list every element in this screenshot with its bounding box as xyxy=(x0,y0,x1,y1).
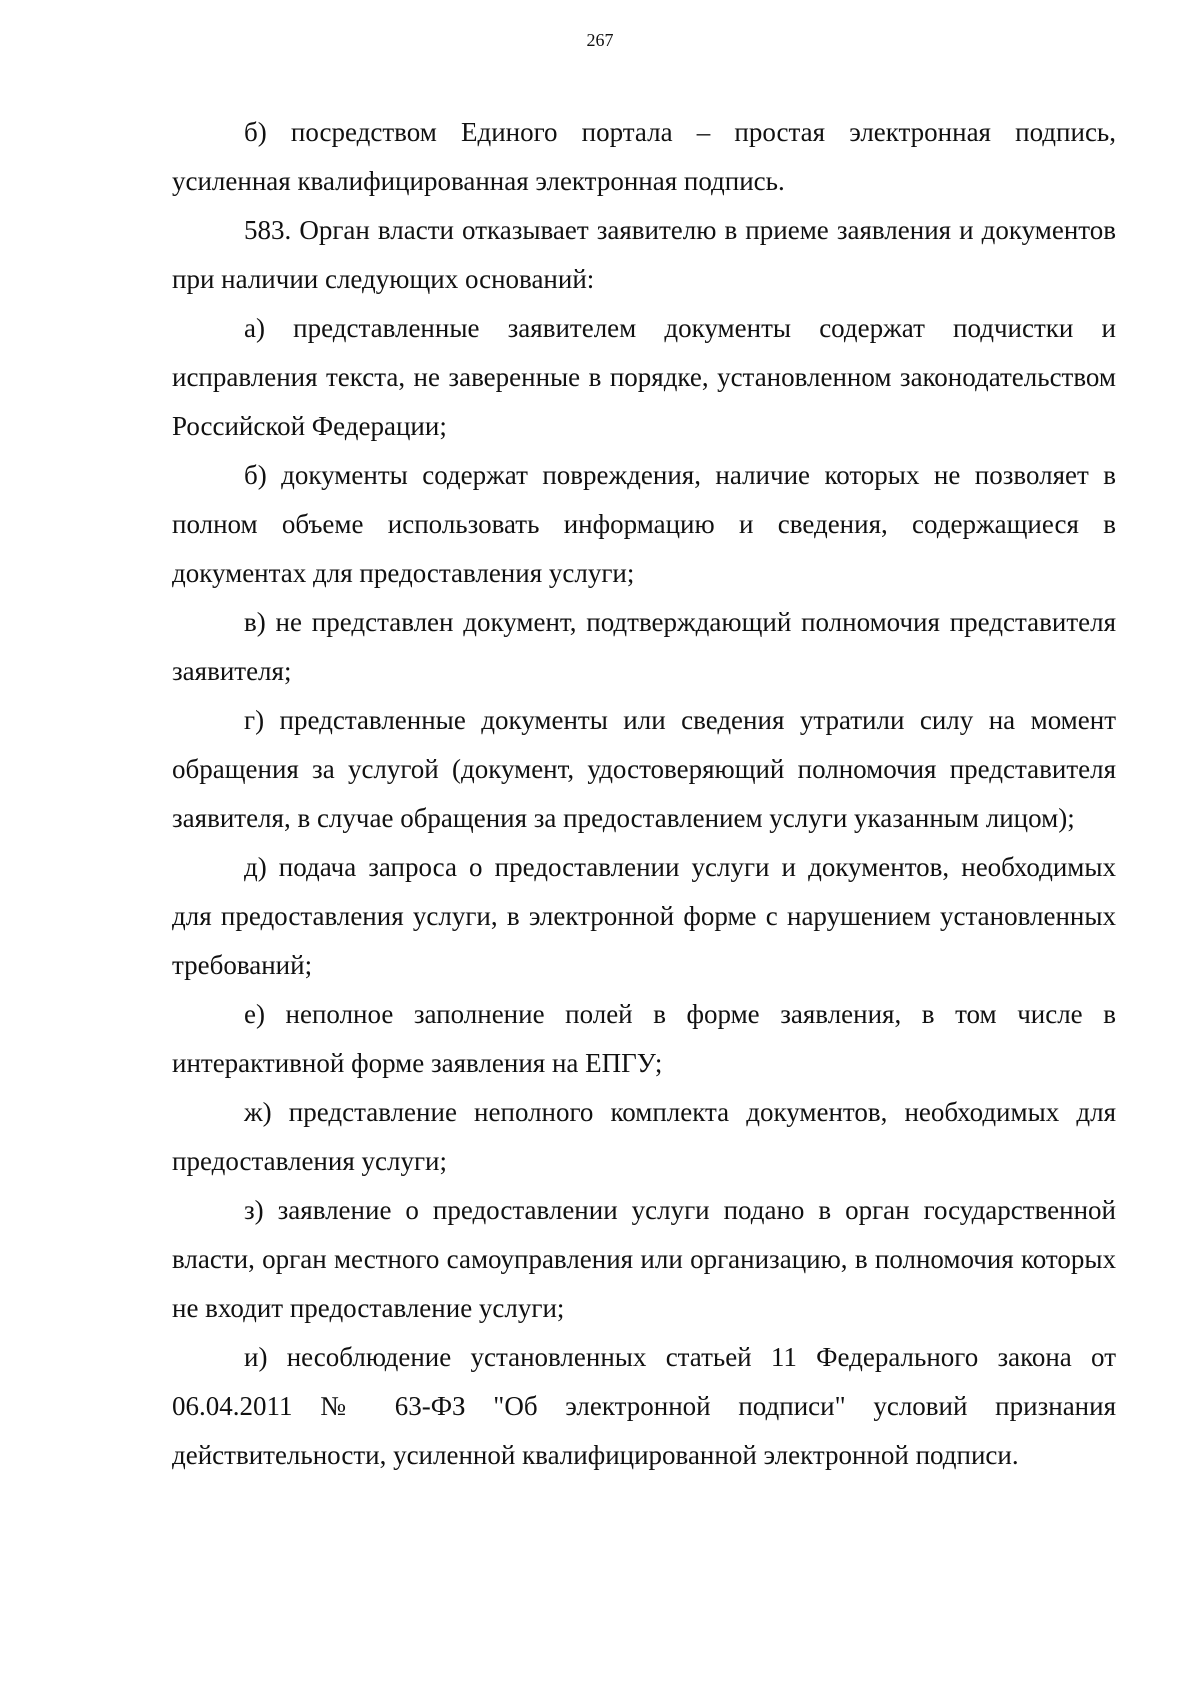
document-body xyxy=(172,108,1116,1480)
paragraph-item-b: б) документы содержат повреждения, наличие которых не позволяет в полном объеме использовать информацию и сведения, содержащиеся в документах для предоставления услуги; xyxy=(172,460,1116,588)
paragraph-item-i: и) несоблюдение установленных статьей 11 Федерального закона от 06.04.2011 № 63-ФЗ "Об электронной подписи" условий признания действительности, усиленной квалифицированной электронной подписи. xyxy=(172,1342,1116,1470)
paragraph-item-a: а) представленные заявителем документы содержат подчистки и исправления текста, не заверенные в порядке, установленном законодательством Российской Федерации; xyxy=(172,313,1116,441)
paragraph-item-zh: ж) представление неполного комплекта документов, необходимых для предоставления услуги; xyxy=(172,1097,1116,1176)
paragraph-item-z: з) заявление о предоставлении услуги подано в орган государственной власти, орган местного самоуправления или организацию, в полномочия которых не входит предоставление услуги; xyxy=(172,1195,1116,1323)
paragraph-item-g: г) представленные документы или сведения утратили силу на момент обращения за услугой (документ, удостоверяющий полномочия представителя заявителя, в случае обращения за предоставлением услуги указанным лицом); xyxy=(172,705,1116,833)
paragraph-item-v: в) не представлен документ, подтверждающий полномочия представителя заявителя; xyxy=(172,607,1116,686)
paragraph-583-refusal-grounds: 583. Орган власти отказывает заявителю в приеме заявления и документов при наличии следующих оснований: xyxy=(172,215,1116,294)
page-number: 267 xyxy=(586,30,614,50)
paragraph-signature-portal: б) посредством Единого портала – простая электронная подпись, усиленная квалифицированная электронная подпись. xyxy=(172,117,1116,196)
paragraph-item-e: е) неполное заполнение полей в форме заявления, в том числе в интерактивной форме заявления на ЕПГУ; xyxy=(172,999,1116,1078)
paragraph-item-d: д) подача запроса о предоставлении услуги и документов, необходимых для предоставления услуги, в электронной форме с нарушением установленных требований; xyxy=(172,852,1116,980)
